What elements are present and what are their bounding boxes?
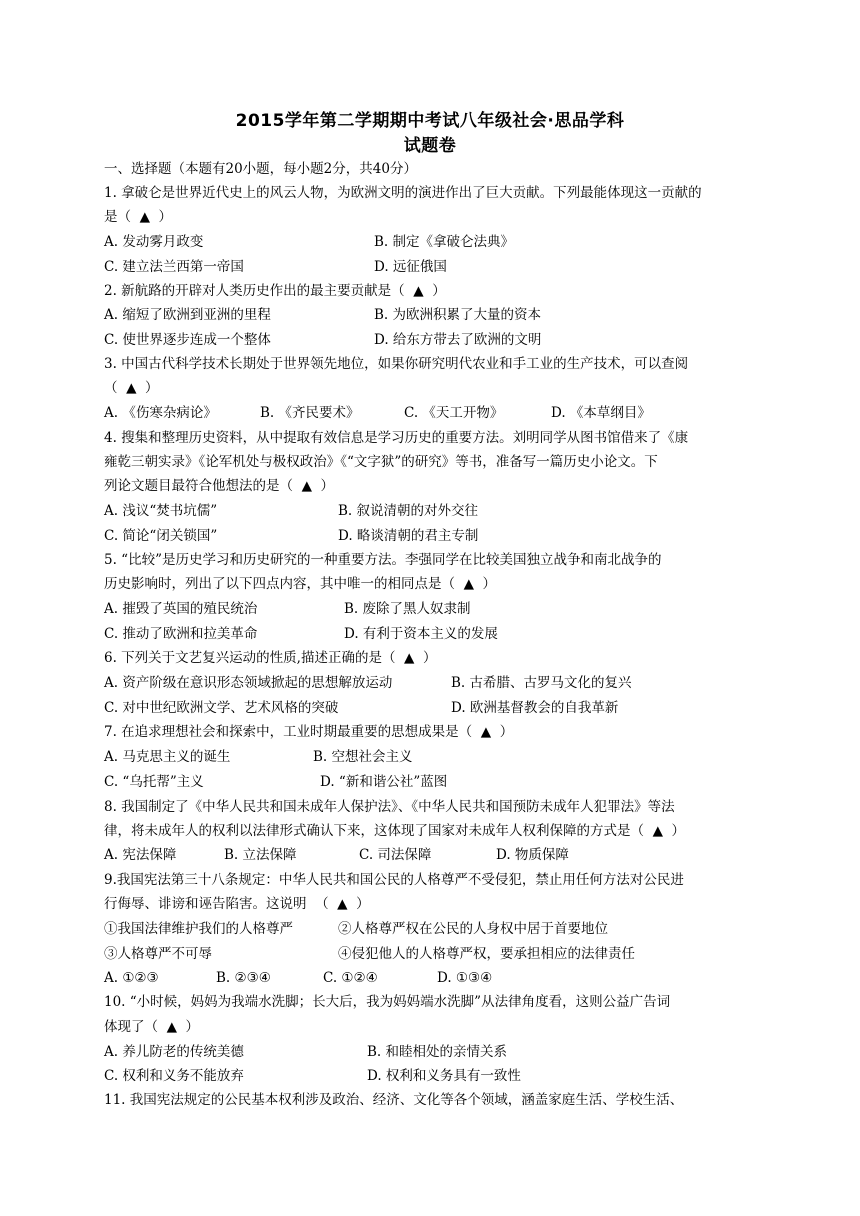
q8-stem-cont: 律，将未成年人的权利以法律形式确认下来，这体现了国家对未成年人权利保障的方式是（ ▲ ） bbox=[104, 823, 686, 839]
q8-option-d: D. 物质保障 bbox=[496, 847, 569, 863]
q9-option-c: C. ①②④ bbox=[323, 970, 378, 986]
q2-stem: 2. 新航路的开辟对人类历史作出的最主要贡献是（ ▲ ） bbox=[104, 283, 446, 299]
q5-stem-cont: 历史影响时，列出了以下四点内容，其中唯一的相同点是（ ▲ ） bbox=[104, 576, 497, 592]
q7-option-d: D. “新和谐公社”蓝图 bbox=[320, 774, 448, 790]
q9-statement-1: ①我国法律维护我们的人格尊严 bbox=[104, 921, 293, 937]
q8-option-c: C. 司法保障 bbox=[359, 847, 432, 863]
q5-option-d: D. 有利于资本主义的发展 bbox=[344, 626, 498, 642]
q3-stem: 3. 中国古代科学技术长期处于世界领先地位，如果你研究明代农业和手工业的生产技术，可以查阅 bbox=[104, 356, 689, 372]
q7-option-a: A. 马克思主义的诞生 bbox=[104, 749, 231, 765]
q3-stem-cont: （ ▲ ） bbox=[104, 380, 159, 396]
q9-stem-cont: 行侮辱、诽谤和诬告陷害。这说明 （ ▲ ） bbox=[104, 896, 370, 912]
q6-option-b: B. 古希腊、古罗马文化的复兴 bbox=[451, 675, 632, 691]
q10-option-a: A. 养儿防老的传统美德 bbox=[104, 1044, 244, 1060]
q9-option-d: D. ①③④ bbox=[437, 970, 493, 986]
exam-subtitle: 试题卷 bbox=[403, 136, 457, 156]
q4-stem-cont-1: 雍乾三朝实录》《论军机处与极权政治》《“文字狱”的研究》等书，准备写一篇历史小论文。下 bbox=[104, 454, 658, 470]
q3-option-b: B. 《齐民要术》 bbox=[260, 405, 360, 421]
q1-option-a: A. 发动雾月政变 bbox=[104, 234, 204, 250]
q2-option-a: A. 缩短了欧洲到亚洲的里程 bbox=[104, 307, 271, 323]
q6-stem: 6. 下列关于文艺复兴运动的性质,描述正确的是（ ▲ ） bbox=[104, 650, 437, 666]
q4-option-a: A. 浅议“焚书坑儒” bbox=[104, 503, 218, 519]
q4-option-d: D. 略谈清朝的君主专制 bbox=[338, 528, 479, 544]
q9-option-a: A. ①②③ bbox=[104, 970, 159, 986]
q6-option-d: D. 欧洲基督教会的自我革新 bbox=[451, 700, 619, 716]
q1-option-b: B. 制定《拿破仑法典》 bbox=[374, 234, 515, 250]
q9-statement-4: ④侵犯他人的人格尊严权，要承担相应的法律责任 bbox=[338, 946, 635, 962]
q8-option-b: B. 立法保障 bbox=[224, 847, 297, 863]
q9-stem: 9.我国宪法第三十八条规定：中华人民共和国公民的人格尊严不受侵犯，禁止用任何方法对公民进 bbox=[104, 872, 684, 888]
q1-option-d: D. 远征俄国 bbox=[374, 259, 447, 275]
q1-option-c: C. 建立法兰西第一帝国 bbox=[104, 259, 244, 275]
q9-option-b: B. ②③④ bbox=[216, 970, 271, 986]
q4-stem-cont-2: 列论文题目最符合他想法的是（ ▲ ） bbox=[104, 478, 335, 494]
q10-stem-cont: 体现了（ ▲ ） bbox=[104, 1019, 200, 1035]
q1-stem: 1. 拿破仑是世界近代史上的风云人物，为欧洲文明的演进作出了巨大贡献。下列最能体现这一贡献的 bbox=[104, 185, 702, 201]
q5-option-a: A. 摧毁了英国的殖民统治 bbox=[104, 601, 258, 617]
exam-title: 2015学年第二学期期中考试八年级社会·思品学科 bbox=[235, 111, 625, 131]
q11-stem: 11. 我国宪法规定的公民基本权利涉及政治、经济、文化等各个领域，涵盖家庭生活、学校生活、 bbox=[104, 1092, 684, 1108]
q3-option-c: C. 《天工开物》 bbox=[404, 405, 504, 421]
section-heading: 一、选择题（本题有20小题，每小题2分，共40分） bbox=[104, 161, 417, 177]
q9-statement-3: ③人格尊严不可辱 bbox=[104, 946, 212, 962]
q10-stem: 10. “小时候，妈妈为我端水洗脚；长大后，我为妈妈端水洗脚”从法律角度看，这则公益广告词 bbox=[104, 994, 671, 1010]
q5-option-b: B. 废除了黑人奴隶制 bbox=[344, 601, 471, 617]
q6-option-a: A. 资产阶级在意识形态领域掀起的思想解放运动 bbox=[104, 675, 393, 691]
q1-stem-cont: 是（ ▲ ） bbox=[104, 209, 173, 225]
q10-option-b: B. 和睦相处的亲情关系 bbox=[367, 1044, 508, 1060]
q5-option-c: C. 推动了欧洲和拉美革命 bbox=[104, 626, 258, 642]
q4-option-b: B. 叙说清朝的对外交往 bbox=[338, 503, 479, 519]
q6-option-c: C. 对中世纪欧洲文学、艺术风格的突破 bbox=[104, 700, 339, 716]
q2-option-d: D. 给东方带去了欧洲的文明 bbox=[374, 332, 542, 348]
q4-stem: 4. 搜集和整理历史资料，从中提取有效信息是学习历史的重要方法。刘明同学从图书馆借来了《康 bbox=[104, 430, 689, 446]
q2-option-b: B. 为欧洲积累了大量的资本 bbox=[374, 307, 542, 323]
q3-option-a: A. 《伤寒杂病论》 bbox=[104, 405, 217, 421]
q2-option-c: C. 使世界逐步连成一个整体 bbox=[104, 332, 271, 348]
q9-statement-2: ②人格尊严权在公民的人身权中居于首要地位 bbox=[338, 921, 608, 937]
q3-option-d: D. 《本草纲目》 bbox=[551, 405, 651, 421]
q10-option-d: D. 权利和义务具有一致性 bbox=[367, 1068, 521, 1084]
q7-option-c: C. “乌托帮”主义 bbox=[104, 774, 204, 790]
q10-option-c: C. 权利和义务不能放弃 bbox=[104, 1068, 244, 1084]
q5-stem: 5. “比较”是历史学习和历史研究的一种重要方法。李强同学在比较美国独立战争和南北战争的 bbox=[104, 552, 662, 568]
q7-stem: 7. 在追求理想社会和探索中，工业时期最重要的思想成果是（ ▲ ） bbox=[104, 724, 514, 740]
q4-option-c: C. 简论“闭关锁国” bbox=[104, 528, 218, 544]
q8-option-a: A. 宪法保障 bbox=[104, 847, 177, 863]
q8-stem: 8. 我国制定了《中华人民共和国未成年人保护法》、《中华人民共和国预防未成年人犯罪法》等法 bbox=[104, 799, 675, 815]
q7-option-b: B. 空想社会主义 bbox=[313, 749, 413, 765]
